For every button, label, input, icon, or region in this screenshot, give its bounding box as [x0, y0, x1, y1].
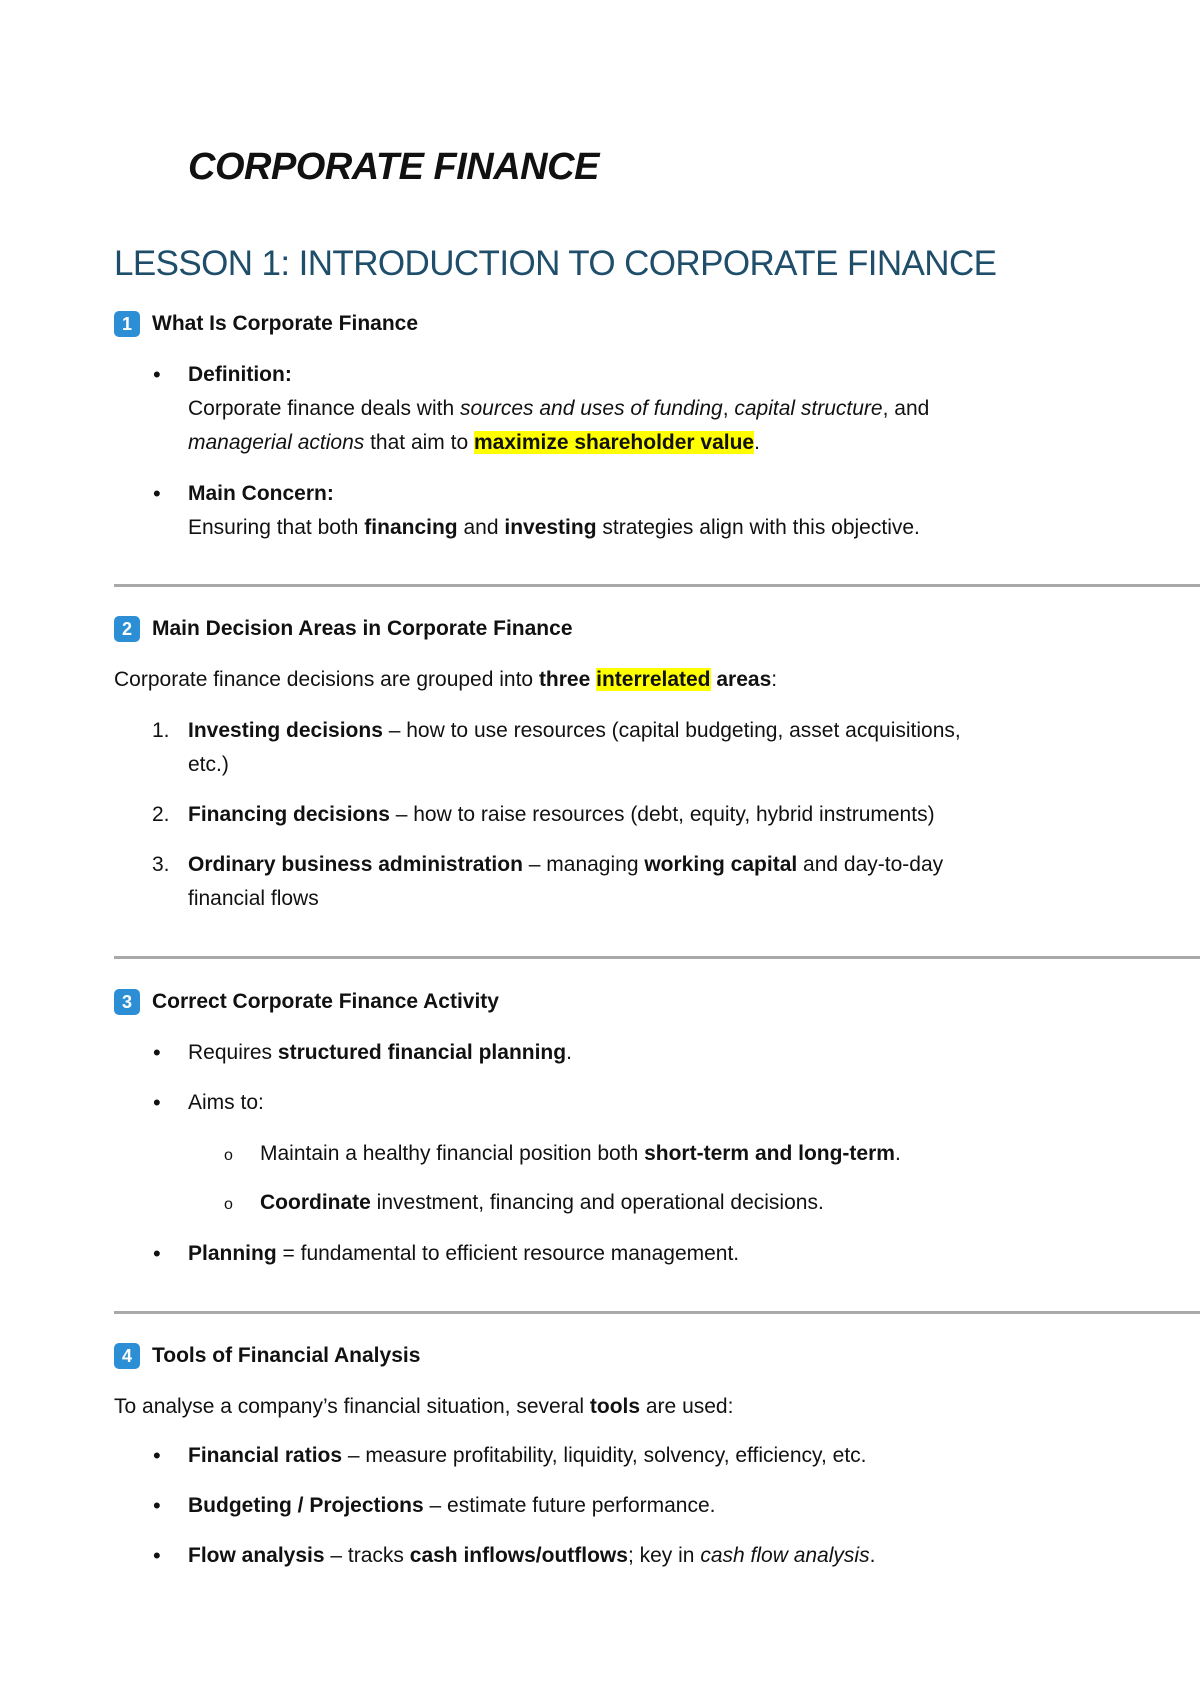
bullet-icon: • [153, 1040, 161, 1065]
number-3-icon: 3 [114, 989, 140, 1015]
decision-item-1: Investing decisions – how to use resources (capital budgeting, asset acquisitions, [188, 719, 961, 742]
tools-bullet-2: Budgeting / Projections – estimate future performance. [188, 1494, 716, 1517]
section-1-heading [114, 310, 418, 338]
decision-item-3: Ordinary business administration – managing working capital and day-to-day [188, 853, 944, 876]
section-2-heading [114, 615, 573, 643]
number-1-icon: 1 [114, 311, 140, 337]
lesson-title: LESSON 1: INTRODUCTION TO CORPORATE FINANCE [114, 244, 997, 283]
definition-text-line-2: managerial actions that aim to maximize shareholder value. [188, 431, 760, 454]
section-3-heading [114, 988, 499, 1016]
bullet-icon: • [153, 1543, 161, 1568]
section-4-heading [114, 1342, 420, 1370]
section-4-title: Tools of Financial Analysis [152, 1344, 421, 1367]
list-number: 2. [152, 803, 170, 826]
bullet-icon: • [153, 362, 161, 387]
tools-bullet-1: Financial ratios – measure profitability, liquidity, solvency, efficiency, etc. [188, 1444, 867, 1467]
section-divider [114, 1311, 1200, 1314]
activity-sub-bullet-2: Coordinate investment, financing and operational decisions. [260, 1191, 824, 1214]
number-2-icon: 2 [114, 616, 140, 642]
number-4-icon: 4 [114, 1343, 140, 1369]
definition-text-line-1: Corporate finance deals with sources and uses of funding, capital structure, and [188, 397, 930, 420]
tools-bullet-3: Flow analysis – tracks cash inflows/outflows; key in cash flow analysis. [188, 1544, 876, 1567]
section-divider [114, 584, 1200, 587]
highlighted-text: maximize shareholder value [473, 431, 755, 454]
activity-bullet-1: Requires structured financial planning. [188, 1041, 572, 1064]
list-number: 1. [152, 719, 170, 742]
bullet-icon: • [153, 1443, 161, 1468]
decision-item-3-continued: financial flows [188, 887, 319, 910]
main-concern-label: Main Concern: [188, 482, 334, 505]
activity-sub-bullet-1: Maintain a healthy financial position both short-term and long-term. [260, 1142, 901, 1165]
document-title: CORPORATE FINANCE [188, 146, 599, 188]
section-2-intro: Corporate finance decisions are grouped into three interrelated areas: [114, 668, 778, 691]
main-concern-text: Ensuring that both financing and investing strategies align with this objective. [188, 516, 920, 539]
decision-item-2: Financing decisions – how to raise resources (debt, equity, hybrid instruments) [188, 803, 935, 826]
bullet-icon: • [153, 1090, 161, 1115]
sub-bullet-icon: o [224, 1147, 233, 1164]
list-number: 3. [152, 853, 170, 876]
activity-bullet-3: Planning = fundamental to efficient resource management. [188, 1242, 740, 1265]
bullet-icon: • [153, 481, 161, 506]
decision-item-1-continued: etc.) [188, 753, 229, 776]
highlighted-text: interrelated [596, 668, 711, 691]
bullet-icon: • [153, 1493, 161, 1518]
section-2-title: Main Decision Areas in Corporate Finance [152, 617, 573, 640]
section-divider [114, 956, 1200, 959]
definition-label: Definition: [188, 363, 292, 386]
section-3-title: Correct Corporate Finance Activity [152, 990, 499, 1013]
activity-bullet-2: Aims to: [188, 1091, 264, 1114]
section-4-intro: To analyse a company’s financial situation, several tools are used: [114, 1395, 734, 1418]
sub-bullet-icon: o [224, 1196, 233, 1213]
section-1-title: What Is Corporate Finance [152, 312, 419, 335]
bullet-icon: • [153, 1241, 161, 1266]
